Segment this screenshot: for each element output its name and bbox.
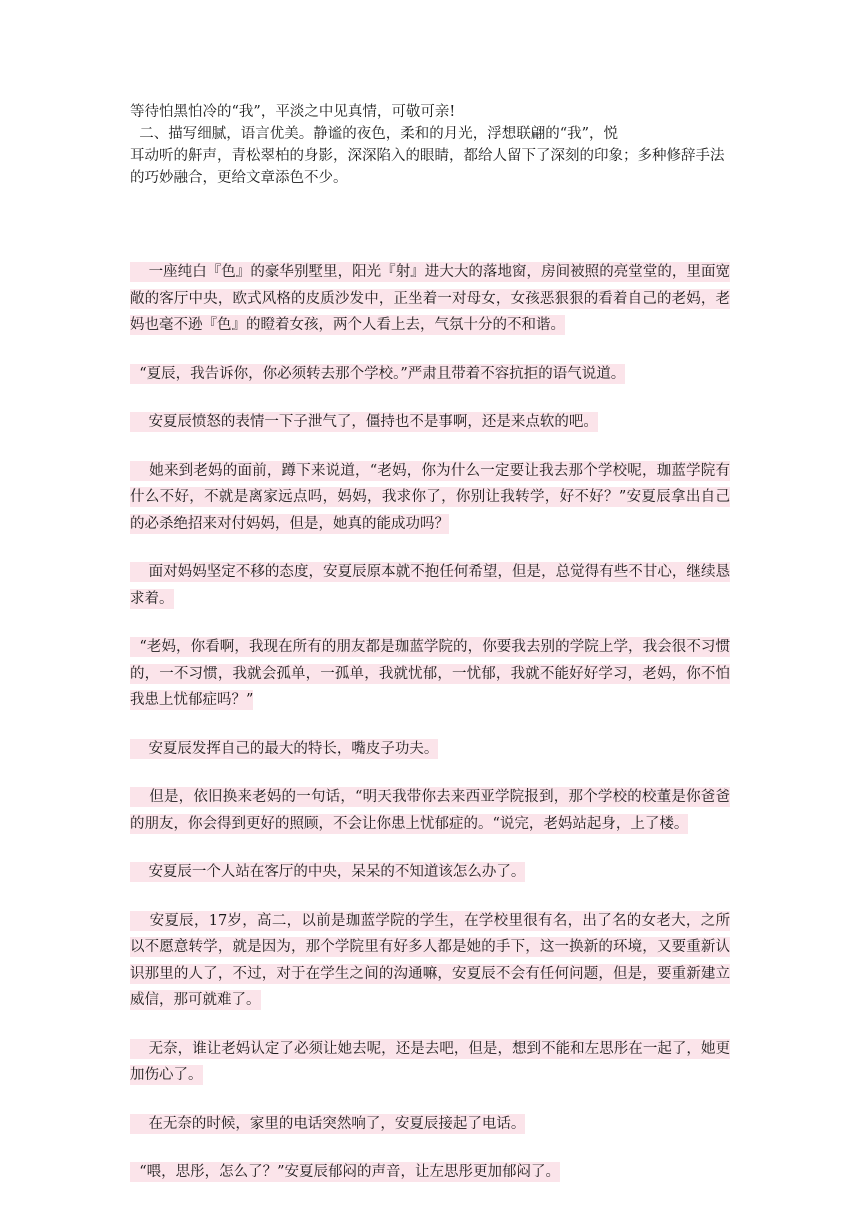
story-paragraph xyxy=(130,1111,730,1138)
story-text: 但是，依旧换来老妈的一句话，“明天我带你去来西亚学院报到，那个学校的校董是你爸爸的朋友，你会得到更好的照顾，不会让你患上忧郁症的。“说完，老妈站起身，上了楼。 xyxy=(130,789,730,832)
story-text: 她来到老妈的面前，蹲下来说道，“老妈，你为什么一定要让我去那个学校呢，珈蓝学院有什么不好，不就是离家远点吗，妈妈，我求你了，你别让我转学，好不好？”安夏辰拿出自己的必杀绝招来对付妈妈，但是，她真的能成功吗？ xyxy=(130,462,730,532)
story-text: 面对妈妈坚定不移的态度，安夏辰原本就不抱任何希望，但是，总觉得有些不甘心，继续恳求着。 xyxy=(130,564,731,607)
story-text: 安夏辰一个人站在客厅的中央，呆呆的不知道该怎么办了。 xyxy=(130,864,526,880)
story-text: 安夏辰愤怒的表情一下子泄气了，僵持也不是事啊，还是来点软的吧。 xyxy=(130,414,598,430)
story-paragraph xyxy=(130,908,730,1014)
story-paragraph xyxy=(130,736,730,763)
story-text: 在无奈的时候，家里的电话突然响了，安夏辰接起了电话。 xyxy=(130,1115,526,1132)
story-text: 安夏辰，17岁，高二，以前是珈蓝学院的学生，在学校里很有名，出了名的女老大，之所以不愿意转学，就是因为，那个学院里有好多人都是她的手下，这一换新的环境，又要重新认识那里的人了，不过，对于在学生之间的沟通嘛，安夏辰不会有任何问题，但是，要重新建立威信，那可就难了。 xyxy=(130,912,730,1008)
story-text: 一座纯白『色』的豪华别墅里，阳光『射』进大大的落地窗，房间被照的亮堂堂的，里面宽敞的客厅中央，欧式风格的皮质沙发中，正坐着一对母女，女孩恶狠狠的看着自己的老妈，老妈也毫不逊『色』的瞪着女孩，两个人看上去，气氛十分的不和谐。 xyxy=(130,264,731,333)
story-text: 安夏辰发挥自己的最大的特长，嘴皮子功夫。 xyxy=(130,740,439,757)
story-paragraph xyxy=(130,361,730,388)
story-text: “喂，思彤，怎么了？”安夏辰郁闷的声音，让左思彤更加郁闷了。 xyxy=(130,1164,561,1180)
story-paragraph xyxy=(130,559,730,612)
intro-line: 二、描写细腻，语言优美。静谧的夜色，柔和的月光，浮想联翩的“我”，悦 xyxy=(130,126,619,142)
story-text: 无奈，谁让老妈认定了必须让她去呢，还是去吧，但是，想到不能和左思彤在一起了，她更加伤心了。 xyxy=(130,1040,731,1083)
story-body xyxy=(130,259,730,1208)
story-paragraph xyxy=(130,784,730,837)
story-paragraph xyxy=(130,1036,730,1089)
story-paragraph xyxy=(130,259,730,339)
story-paragraph xyxy=(130,1159,730,1186)
story-paragraph xyxy=(130,409,730,436)
intro-line: 耳动听的鼾声，青松翠柏的身影，深深陷入的眼睛，都给人留下了深刻的印象；多种修辞手法的巧妙融合，更给文章添色不少。 xyxy=(130,148,725,186)
story-text: “夏辰，我告诉你，你必须转去那个学校。”严肃且带着不容抗拒的语气说道。 xyxy=(130,365,626,382)
story-paragraph xyxy=(130,859,730,886)
story-paragraph xyxy=(130,634,730,714)
intro-line: 等待怕黑怕冷的“我”，平淡之中见真情，可敬可亲! xyxy=(130,104,456,120)
story-text: “老妈，你看啊，我现在所有的朋友都是珈蓝学院的，你要我去别的学院上学，我会很不习惯的，一不习惯，我就会孤单，一孤单，我就忧郁，一忧郁，我就不能好好学习，老妈，你不怕我患上忧郁症吗？” xyxy=(130,639,730,708)
story-paragraph xyxy=(130,458,730,538)
review-intro xyxy=(130,101,730,189)
